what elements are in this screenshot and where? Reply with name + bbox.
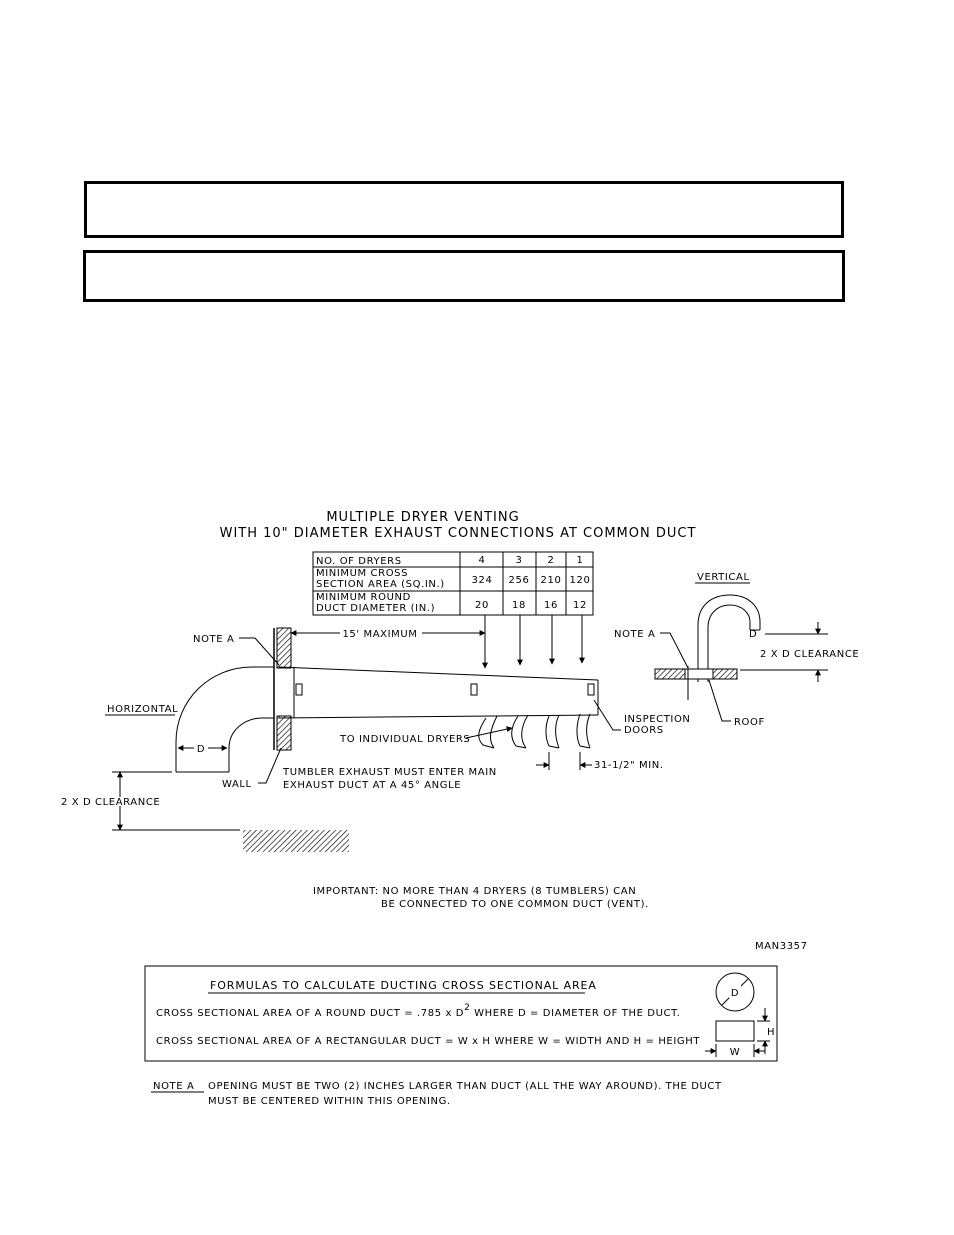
roof-label: ROOF [734, 717, 765, 728]
table-header-area-2: SECTION AREA (SQ.IN.) [316, 579, 445, 590]
vertical-label: VERTICAL [697, 572, 750, 583]
table-leader-arrows [485, 615, 582, 668]
table-values [472, 555, 591, 611]
round-symbol-d: D [730, 988, 740, 999]
horizontal-label: HORIZONTAL [107, 704, 179, 715]
note-a-right-leader [660, 633, 688, 668]
diagram-title-line1: MULTIPLE DRYER VENTING [326, 510, 520, 525]
exhaust-note-line2: EXHAUST DUCT AT A 45° ANGLE [283, 780, 462, 791]
to-dryers-leader [466, 728, 512, 738]
dryer-connection-pipes [479, 714, 590, 748]
roof-slab-right [713, 669, 737, 679]
roof-opening [685, 669, 713, 679]
note-a-line2: MUST BE CENTERED WITHIN THIS OPENING. [208, 1096, 451, 1107]
rect-duct-formula: CROSS SECTIONAL AREA OF A RECTANGULAR DUCT = W x H WHERE W = WIDTH AND H = HEIGHT [156, 1036, 701, 1047]
clearance-left-label: 2 X D CLEARANCE [61, 797, 161, 808]
table-header-diam-1: MINIMUM ROUND [316, 592, 411, 603]
important-note-line2: BE CONNECTED TO ONE COMMON DUCT (VENT). [381, 899, 649, 910]
d-label-vertical: D [749, 629, 758, 640]
roof-slab-left [655, 669, 685, 679]
drawing-id: MAN3357 [755, 941, 808, 952]
table-cell: 256 [508, 575, 530, 586]
formulas-title: FORMULAS TO CALCULATE DUCTING CROSS SECTIONAL AREA [210, 979, 597, 992]
clearance-right-label: 2 X D CLEARANCE [760, 649, 860, 660]
inspection-doors [296, 684, 594, 695]
rect-symbol-w: W [729, 1047, 741, 1058]
wall-label: WALL [222, 779, 252, 790]
floor-hatch [243, 830, 349, 852]
roof-leader [709, 680, 731, 721]
note-a-left-label: NOTE A [193, 634, 235, 645]
min-spacing-dimension [536, 752, 592, 770]
table-cell: 16 [544, 600, 558, 611]
note-a-label: NOTE A [153, 1081, 195, 1092]
table-cell: 12 [573, 600, 587, 611]
round-duct-formula: CROSS SECTIONAL AREA OF A ROUND DUCT = .785 x D2 WHERE D = DIAMETER OF THE DUCT. [156, 1003, 681, 1019]
exhaust-note-line1: TUMBLER EXHAUST MUST ENTER MAIN [283, 767, 497, 778]
table-header-area-1: MINIMUM CROSS [316, 568, 409, 579]
table-cell: 1 [576, 555, 584, 566]
inspection-label-1: INSPECTION [624, 714, 691, 725]
wall-hatch-lower [277, 716, 291, 750]
rect-duct-symbol [716, 1021, 754, 1041]
d-label-horizontal: D [196, 744, 206, 755]
table-cell: 18 [512, 600, 526, 611]
note-a-line1: OPENING MUST BE TWO (2) INCHES LARGER THAN DUCT (ALL THE WAY AROUND). THE DUCT [208, 1081, 722, 1092]
table-cell: 20 [475, 600, 489, 611]
note-a-left-leader [239, 638, 279, 665]
main-exhaust-duct [279, 667, 598, 718]
table-header-diam-2: DUCT DIAMETER (IN.) [316, 603, 436, 614]
table-cell: 4 [478, 555, 486, 566]
wall-hatch-upper [277, 628, 291, 668]
horizontal-elbow [176, 667, 274, 772]
to-dryers-label: TO INDIVIDUAL DRYERS [340, 734, 471, 745]
table-cell: 324 [471, 575, 493, 586]
max-length-label: 15' MAXIMUM [342, 629, 418, 640]
rect-symbol-h: H [767, 1027, 776, 1038]
table-cell: 2 [547, 555, 555, 566]
table-cell: 210 [540, 575, 562, 586]
note-a-right-label: NOTE A [614, 629, 656, 640]
table-cell: 3 [515, 555, 523, 566]
important-note-line1: IMPORTANT: NO MORE THAN 4 DRYERS (8 TUMBLERS) CAN [313, 886, 637, 897]
table-row-headers [316, 556, 445, 614]
wall-leader [258, 748, 281, 783]
min-spacing-label: 31-1/2" MIN. [594, 760, 664, 771]
table-header-dryers: NO. OF DRYERS [316, 556, 402, 567]
table-cell: 120 [569, 575, 591, 586]
inspection-label-2: DOORS [624, 725, 664, 736]
diagram-title-line2: WITH 10" DIAMETER EXHAUST CONNECTIONS AT COMMON DUCT [219, 526, 697, 541]
